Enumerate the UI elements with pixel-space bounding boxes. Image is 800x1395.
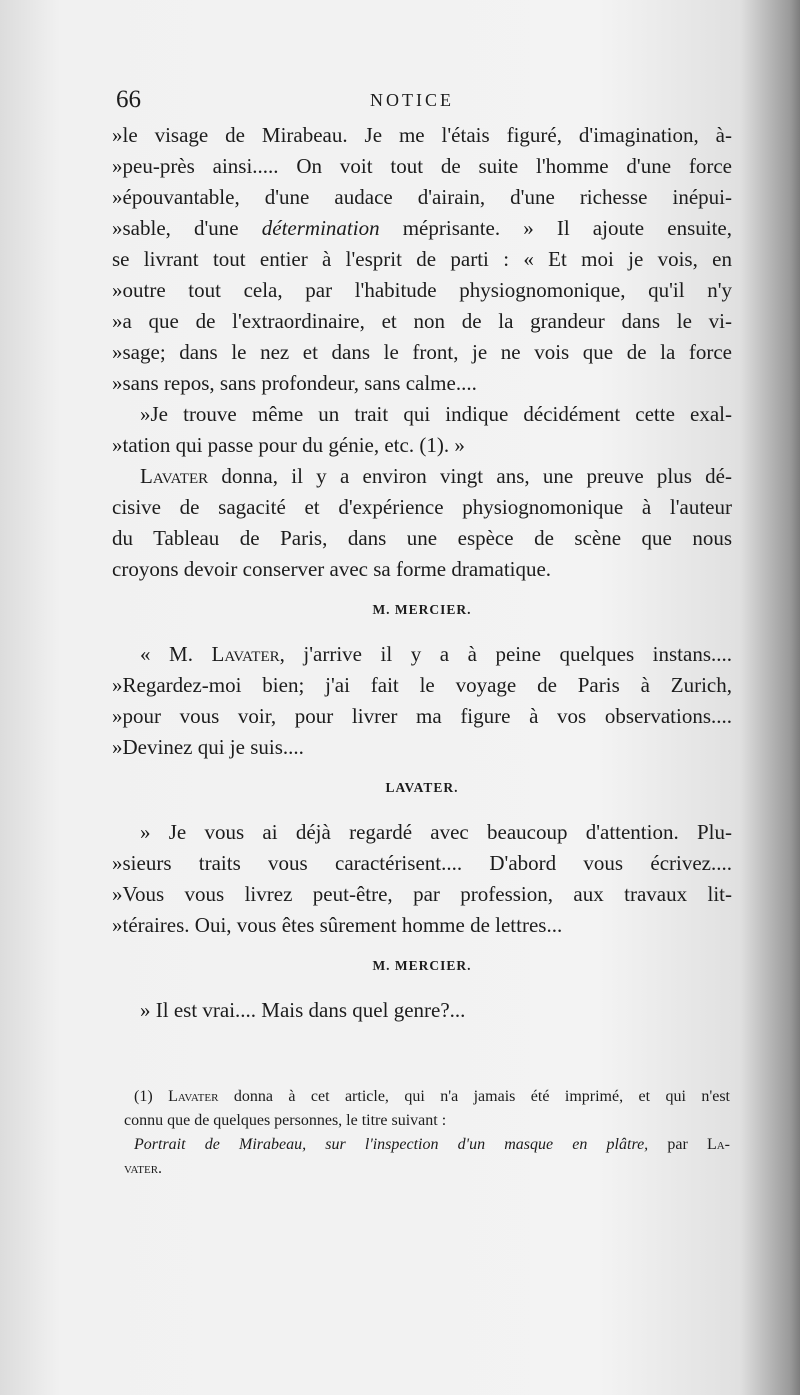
- text-line: »sieurs traits vous caractérisent.... D'abord vous écrivez....: [112, 851, 732, 875]
- footnote-line: [124, 1085, 730, 1109]
- text-run: « M.: [140, 642, 212, 666]
- text-line: »tation qui passe pour du génie, etc. (1). »: [112, 433, 465, 457]
- italic-title: Portrait de Mirabeau, sur l'inspection d'un masque en plâtre,: [134, 1136, 649, 1153]
- speaker-heading: LAVATER.: [385, 780, 459, 795]
- main-text: [112, 120, 732, 1026]
- text-line: [112, 639, 732, 670]
- text-line: » Je vous ai déjà regardé avec beaucoup d'attention. Plu-: [140, 820, 732, 844]
- text-line: »outre tout cela, par l'habitude physiognomonique, qu'il n'y: [112, 278, 732, 302]
- text-line: »le visage de Mirabeau. Je me l'étais figuré, d'imagination, à-: [112, 123, 732, 147]
- text-line: [112, 213, 732, 244]
- text-run: , j'arrive il y a à peine quelques instans....: [279, 642, 732, 666]
- text-run: donna à cet article, qui n'a jamais été imprimé, et qui n'est: [218, 1088, 730, 1105]
- footnote: [124, 1085, 730, 1181]
- text-line: se livrant tout entier à l'esprit de parti : « Et moi je vois, en: [112, 247, 732, 271]
- text-line: »épouvantable, d'une audace d'airain, d'une richesse inépui-: [112, 185, 732, 209]
- text-run: méprisante. » Il ajoute ensuite,: [379, 216, 732, 240]
- text-line: »Je trouve même un trait qui indique décidément cette exal-: [140, 402, 732, 426]
- page-header: [116, 86, 736, 122]
- text-line: [112, 461, 732, 492]
- text-line: »sage; dans le nez et dans le front, je ne vois que de la force: [112, 340, 732, 364]
- text-line: »sans repos, sans profondeur, sans calme....: [112, 371, 477, 395]
- text-line: »Devinez qui je suis....: [112, 735, 304, 759]
- text-run: donna, il y a environ vingt ans, une preuve plus dé-: [208, 464, 732, 488]
- italic-word: détermination: [261, 216, 380, 240]
- text-run: par: [648, 1136, 707, 1153]
- footnote-line: connu que de quelques personnes, le titre suivant :: [124, 1112, 447, 1129]
- text-run: »sable, d'une: [112, 216, 262, 240]
- text-line: » Il est vrai.... Mais dans quel genre?...: [140, 998, 466, 1022]
- small-caps-name: Lavater: [168, 1088, 219, 1105]
- text-line: cisive de sagacité et d'expérience physiognomonique à l'auteur: [112, 495, 732, 519]
- footnote-line: vater.: [124, 1160, 163, 1177]
- text-line: »peu-près ainsi..... On voit tout de suite l'homme d'une force: [112, 154, 732, 178]
- page-number: 66: [116, 86, 141, 113]
- small-caps-name: Lavater: [140, 464, 209, 488]
- text-line: »pour vous voir, pour livrer ma figure à vos observations....: [112, 704, 732, 728]
- speaker-heading: M. MERCIER.: [372, 602, 472, 617]
- text-line: »Regardez-moi bien; j'ai fait le voyage de Paris à Zurich,: [112, 673, 732, 697]
- footnote-marker: (1): [134, 1088, 169, 1105]
- text-line: croyons devoir conserver avec sa forme dramatique.: [112, 557, 552, 581]
- text-line: »Vous vous livrez peut-être, par profession, aux travaux lit-: [112, 882, 732, 906]
- running-head: NOTICE: [370, 90, 454, 110]
- text-line: »a que de l'extraordinaire, et non de la grandeur dans le vi-: [112, 309, 732, 333]
- speaker-heading: M. MERCIER.: [372, 958, 472, 973]
- small-caps-name: Lavater: [211, 642, 280, 666]
- text-line: »téraires. Oui, vous êtes sûrement homme de lettres...: [112, 913, 563, 937]
- small-caps-name: La-: [706, 1136, 730, 1153]
- text-line: du Tableau de Paris, dans une espèce de scène que nous: [112, 526, 732, 550]
- footnote-line: [124, 1133, 730, 1157]
